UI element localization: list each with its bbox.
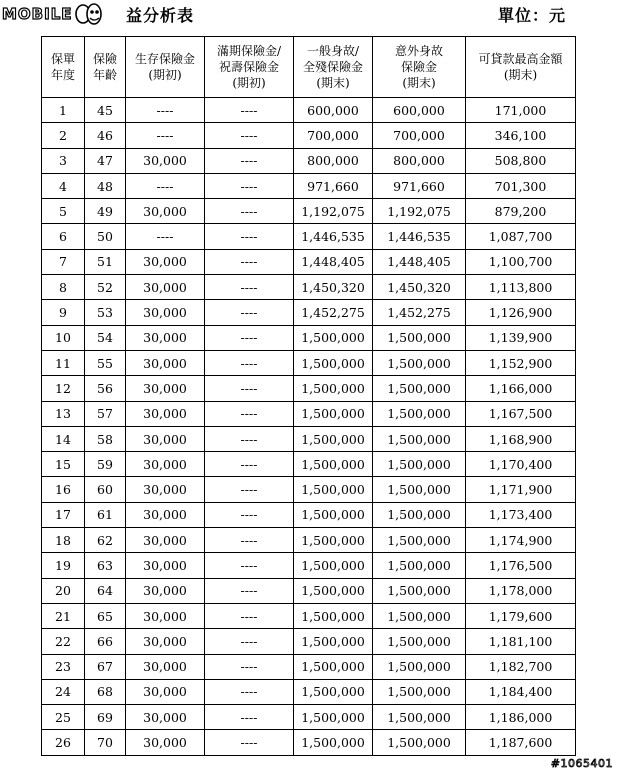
column-header-line: (期末): [316, 76, 350, 90]
table-cell: ----: [205, 452, 294, 477]
column-header-line: 一般身故/: [306, 44, 360, 58]
table-row: [42, 654, 576, 679]
table-cell: 30,000: [126, 528, 205, 553]
table-cell: 971,660: [373, 173, 466, 198]
table-cell: 1,450,320: [373, 275, 466, 300]
table-cell: 62: [85, 528, 126, 553]
table-cell: ----: [205, 578, 294, 603]
column-header-line: 年齡: [92, 68, 117, 82]
table-cell: ----: [205, 401, 294, 426]
table-cell: 1,500,000: [294, 578, 373, 603]
mobile01-logo: [2, 1, 102, 27]
column-header-line: 意外身故: [394, 44, 443, 58]
column-header-line: 祝壽保險金: [218, 60, 279, 74]
table-cell: ----: [205, 300, 294, 325]
table-cell: 508,800: [466, 148, 576, 173]
table-cell: 1,178,000: [466, 578, 576, 603]
column-header-line: (期末): [503, 68, 538, 82]
table-cell: 600,000: [373, 98, 466, 123]
table-cell: 1,500,000: [373, 477, 466, 502]
table-cell: 1,448,405: [294, 249, 373, 274]
table-cell: 1,500,000: [294, 553, 373, 578]
table-cell: 58: [85, 426, 126, 451]
table-cell: 1,126,900: [466, 300, 576, 325]
table-cell: 1,500,000: [373, 426, 466, 451]
table-cell: 171,000: [466, 98, 576, 123]
table-cell: 1,174,900: [466, 528, 576, 553]
column-header-line: 年度: [50, 68, 75, 82]
table-cell: 48: [85, 173, 126, 198]
table-cell: 1,173,400: [466, 502, 576, 527]
table-body: [42, 98, 576, 756]
logo-text: MOBILE: [2, 5, 73, 23]
table-cell: 600,000: [294, 98, 373, 123]
table-cell: 1,500,000: [294, 401, 373, 426]
table-cell: 22: [42, 629, 85, 654]
logo-mascot-icon: [74, 2, 102, 26]
page-header: [0, 0, 617, 30]
table-cell: 14: [42, 426, 85, 451]
column-header: [205, 37, 294, 98]
column-header: [42, 37, 85, 98]
table-cell: 1,452,275: [373, 300, 466, 325]
unit-label: 單位：元: [498, 6, 567, 25]
table-cell: 64: [85, 578, 126, 603]
table-cell: 15: [42, 452, 85, 477]
table-cell: 1,500,000: [294, 502, 373, 527]
column-header: [126, 37, 205, 98]
table-cell: 1,500,000: [294, 629, 373, 654]
table-cell: 1,167,500: [466, 401, 576, 426]
table-row: [42, 705, 576, 730]
table-cell: 7: [42, 249, 85, 274]
table-cell: 65: [85, 603, 126, 628]
table-cell: 1,500,000: [373, 705, 466, 730]
table-cell: 701,300: [466, 173, 576, 198]
table-row: [42, 528, 576, 553]
table-cell: 1,171,900: [466, 477, 576, 502]
table-cell: 1,139,900: [466, 325, 576, 350]
table-cell: 60: [85, 477, 126, 502]
page-title: 益分析表: [126, 6, 195, 25]
table-cell: 1,500,000: [373, 730, 466, 755]
table-cell: 1,500,000: [373, 679, 466, 704]
table-cell: 1,500,000: [373, 603, 466, 628]
table-cell: ----: [205, 275, 294, 300]
table-cell: 49: [85, 199, 126, 224]
column-header-line: (期初): [232, 76, 266, 90]
table-cell: ----: [205, 426, 294, 451]
table-cell: 30,000: [126, 603, 205, 628]
table-cell: 1,500,000: [373, 401, 466, 426]
table-cell: 1,192,075: [373, 199, 466, 224]
table-cell: 61: [85, 502, 126, 527]
table-cell: 1,500,000: [294, 654, 373, 679]
table-cell: 1,500,000: [294, 350, 373, 375]
table-cell: 30,000: [126, 426, 205, 451]
table-cell: 30,000: [126, 249, 205, 274]
table-cell: 1,500,000: [294, 679, 373, 704]
table-cell: 25: [42, 705, 85, 730]
table-cell: 30,000: [126, 578, 205, 603]
table-cell: ----: [205, 376, 294, 401]
table-cell: 17: [42, 502, 85, 527]
table-row: [42, 98, 576, 123]
table-cell: 1,186,000: [466, 705, 576, 730]
table-cell: 59: [85, 452, 126, 477]
table-cell: 57: [85, 401, 126, 426]
table-cell: 18: [42, 528, 85, 553]
table-cell: 30,000: [126, 300, 205, 325]
table-cell: 1,500,000: [294, 528, 373, 553]
table-cell: 30,000: [126, 730, 205, 755]
table-cell: 1,100,700: [466, 249, 576, 274]
table-cell: 30,000: [126, 629, 205, 654]
table-cell: ----: [205, 705, 294, 730]
table-cell: 8: [42, 275, 85, 300]
column-header-line: 保險金: [400, 60, 437, 74]
table-cell: 69: [85, 705, 126, 730]
table-cell: 5: [42, 199, 85, 224]
table-cell: ----: [205, 325, 294, 350]
table-cell: 30,000: [126, 401, 205, 426]
column-header-line: 保險: [92, 52, 117, 66]
table-cell: 6: [42, 224, 85, 249]
table-row: [42, 325, 576, 350]
table-cell: 63: [85, 553, 126, 578]
table-cell: 45: [85, 98, 126, 123]
table-cell: 1,500,000: [373, 553, 466, 578]
table-row: [42, 249, 576, 274]
table-cell: 800,000: [373, 148, 466, 173]
table-cell: ----: [205, 224, 294, 249]
table-cell: 1: [42, 98, 85, 123]
table-cell: 1,500,000: [373, 502, 466, 527]
table-cell: 13: [42, 401, 85, 426]
table-cell: ----: [205, 528, 294, 553]
table-cell: 1,500,000: [373, 578, 466, 603]
table-cell: 1,448,405: [373, 249, 466, 274]
column-header: [373, 37, 466, 98]
table-cell: 23: [42, 654, 85, 679]
table-row: [42, 199, 576, 224]
table-cell: 1,500,000: [373, 654, 466, 679]
table-cell: ----: [205, 629, 294, 654]
table-cell: 66: [85, 629, 126, 654]
table-cell: 700,000: [294, 123, 373, 148]
table-cell: ----: [126, 224, 205, 249]
table-cell: 30,000: [126, 654, 205, 679]
table-row: [42, 603, 576, 628]
column-header: [294, 37, 373, 98]
column-header: [466, 37, 576, 98]
table-row: [42, 578, 576, 603]
table-cell: 1,168,900: [466, 426, 576, 451]
table-header-row: [42, 37, 576, 98]
table-cell: 346,100: [466, 123, 576, 148]
table-cell: 30,000: [126, 199, 205, 224]
table-row: [42, 224, 576, 249]
table-row: [42, 275, 576, 300]
table-cell: 30,000: [126, 350, 205, 375]
table-cell: 68: [85, 679, 126, 704]
table-row: [42, 629, 576, 654]
table-cell: ----: [205, 502, 294, 527]
table-row: [42, 123, 576, 148]
table-cell: 30,000: [126, 148, 205, 173]
table-cell: 1,500,000: [294, 426, 373, 451]
table-cell: 879,200: [466, 199, 576, 224]
table-cell: 1,500,000: [294, 452, 373, 477]
table-cell: 1,176,500: [466, 553, 576, 578]
table-cell: 30,000: [126, 275, 205, 300]
table-cell: 12: [42, 376, 85, 401]
table-cell: 1,500,000: [294, 603, 373, 628]
table-cell: 9: [42, 300, 85, 325]
table-cell: ----: [205, 553, 294, 578]
table-row: [42, 679, 576, 704]
table-cell: 971,660: [294, 173, 373, 198]
table-cell: 1,187,600: [466, 730, 576, 755]
table-cell: 26: [42, 730, 85, 755]
table-cell: ----: [205, 173, 294, 198]
table-cell: 700,000: [373, 123, 466, 148]
table-cell: ----: [205, 654, 294, 679]
table-cell: 1,500,000: [294, 705, 373, 730]
table-cell: 1,500,000: [294, 325, 373, 350]
table-cell: 67: [85, 654, 126, 679]
table-cell: 20: [42, 578, 85, 603]
table-cell: 2: [42, 123, 85, 148]
table-row: [42, 553, 576, 578]
table-row: [42, 730, 576, 755]
table-row: [42, 376, 576, 401]
table-cell: ----: [126, 173, 205, 198]
table-cell: ----: [205, 477, 294, 502]
table-cell: 30,000: [126, 477, 205, 502]
table-cell: 4: [42, 173, 85, 198]
table-cell: 24: [42, 679, 85, 704]
column-header-line: 全殘保險金: [302, 60, 363, 74]
table-cell: 30,000: [126, 679, 205, 704]
table-cell: 1,446,535: [294, 224, 373, 249]
table-cell: ----: [205, 603, 294, 628]
table-cell: 1,500,000: [373, 350, 466, 375]
table-row: [42, 300, 576, 325]
table-cell: 1,152,900: [466, 350, 576, 375]
table-cell: 1,087,700: [466, 224, 576, 249]
table-cell: 56: [85, 376, 126, 401]
table-cell: ----: [205, 249, 294, 274]
table-cell: 30,000: [126, 705, 205, 730]
table-cell: 1,192,075: [294, 199, 373, 224]
table-cell: 3: [42, 148, 85, 173]
column-header-line: (期末): [402, 76, 436, 90]
table-cell: 1,166,000: [466, 376, 576, 401]
column-header-line: 滿期保險金/: [216, 44, 282, 58]
table-cell: ----: [205, 679, 294, 704]
table-row: [42, 173, 576, 198]
column-header-line: 生存保險金: [134, 52, 195, 66]
table-row: [42, 477, 576, 502]
table-cell: 30,000: [126, 553, 205, 578]
table-cell: 46: [85, 123, 126, 148]
table-cell: 10: [42, 325, 85, 350]
table-row: [42, 502, 576, 527]
table-cell: 51: [85, 249, 126, 274]
table-cell: 16: [42, 477, 85, 502]
column-header-line: (期初): [148, 68, 182, 82]
table-cell: 1,184,400: [466, 679, 576, 704]
table-cell: 1,500,000: [373, 376, 466, 401]
table-cell: ----: [205, 98, 294, 123]
column-header-line: 可貸款最高金額: [478, 52, 563, 66]
table-cell: 52: [85, 275, 126, 300]
column-header-line: 保單: [50, 52, 75, 66]
table-cell: 1,500,000: [373, 452, 466, 477]
table-cell: 1,450,320: [294, 275, 373, 300]
table-cell: 53: [85, 300, 126, 325]
benefit-table: [41, 36, 576, 756]
table-cell: 1,452,275: [294, 300, 373, 325]
table-cell: 11: [42, 350, 85, 375]
column-header: [85, 37, 126, 98]
table-row: [42, 148, 576, 173]
table-cell: 1,170,400: [466, 452, 576, 477]
table-cell: 21: [42, 603, 85, 628]
table-cell: 70: [85, 730, 126, 755]
table-cell: ----: [126, 123, 205, 148]
table-row: [42, 350, 576, 375]
table-cell: ----: [205, 199, 294, 224]
table-cell: 47: [85, 148, 126, 173]
table-cell: 1,446,535: [373, 224, 466, 249]
table-cell: 800,000: [294, 148, 373, 173]
image-watermark: #1065401: [550, 757, 613, 770]
table-cell: 1,500,000: [294, 477, 373, 502]
table-cell: ----: [205, 148, 294, 173]
table-cell: ----: [205, 350, 294, 375]
table-cell: 30,000: [126, 325, 205, 350]
table-cell: 30,000: [126, 502, 205, 527]
table-cell: 50: [85, 224, 126, 249]
table-cell: 54: [85, 325, 126, 350]
table-cell: 30,000: [126, 376, 205, 401]
table-cell: 1,113,800: [466, 275, 576, 300]
table-row: [42, 401, 576, 426]
table-cell: 55: [85, 350, 126, 375]
table-cell: 1,181,100: [466, 629, 576, 654]
table-cell: 1,500,000: [373, 325, 466, 350]
table-cell: 1,182,700: [466, 654, 576, 679]
table-cell: ----: [205, 123, 294, 148]
table-cell: ----: [205, 730, 294, 755]
table-cell: 1,500,000: [294, 376, 373, 401]
table-cell: 19: [42, 553, 85, 578]
table-row: [42, 426, 576, 451]
table-cell: 1,500,000: [373, 629, 466, 654]
table-cell: 1,179,600: [466, 603, 576, 628]
table-cell: ----: [126, 98, 205, 123]
table-row: [42, 452, 576, 477]
table-cell: 1,500,000: [294, 730, 373, 755]
table-cell: 1,500,000: [373, 528, 466, 553]
table-cell: 30,000: [126, 452, 205, 477]
